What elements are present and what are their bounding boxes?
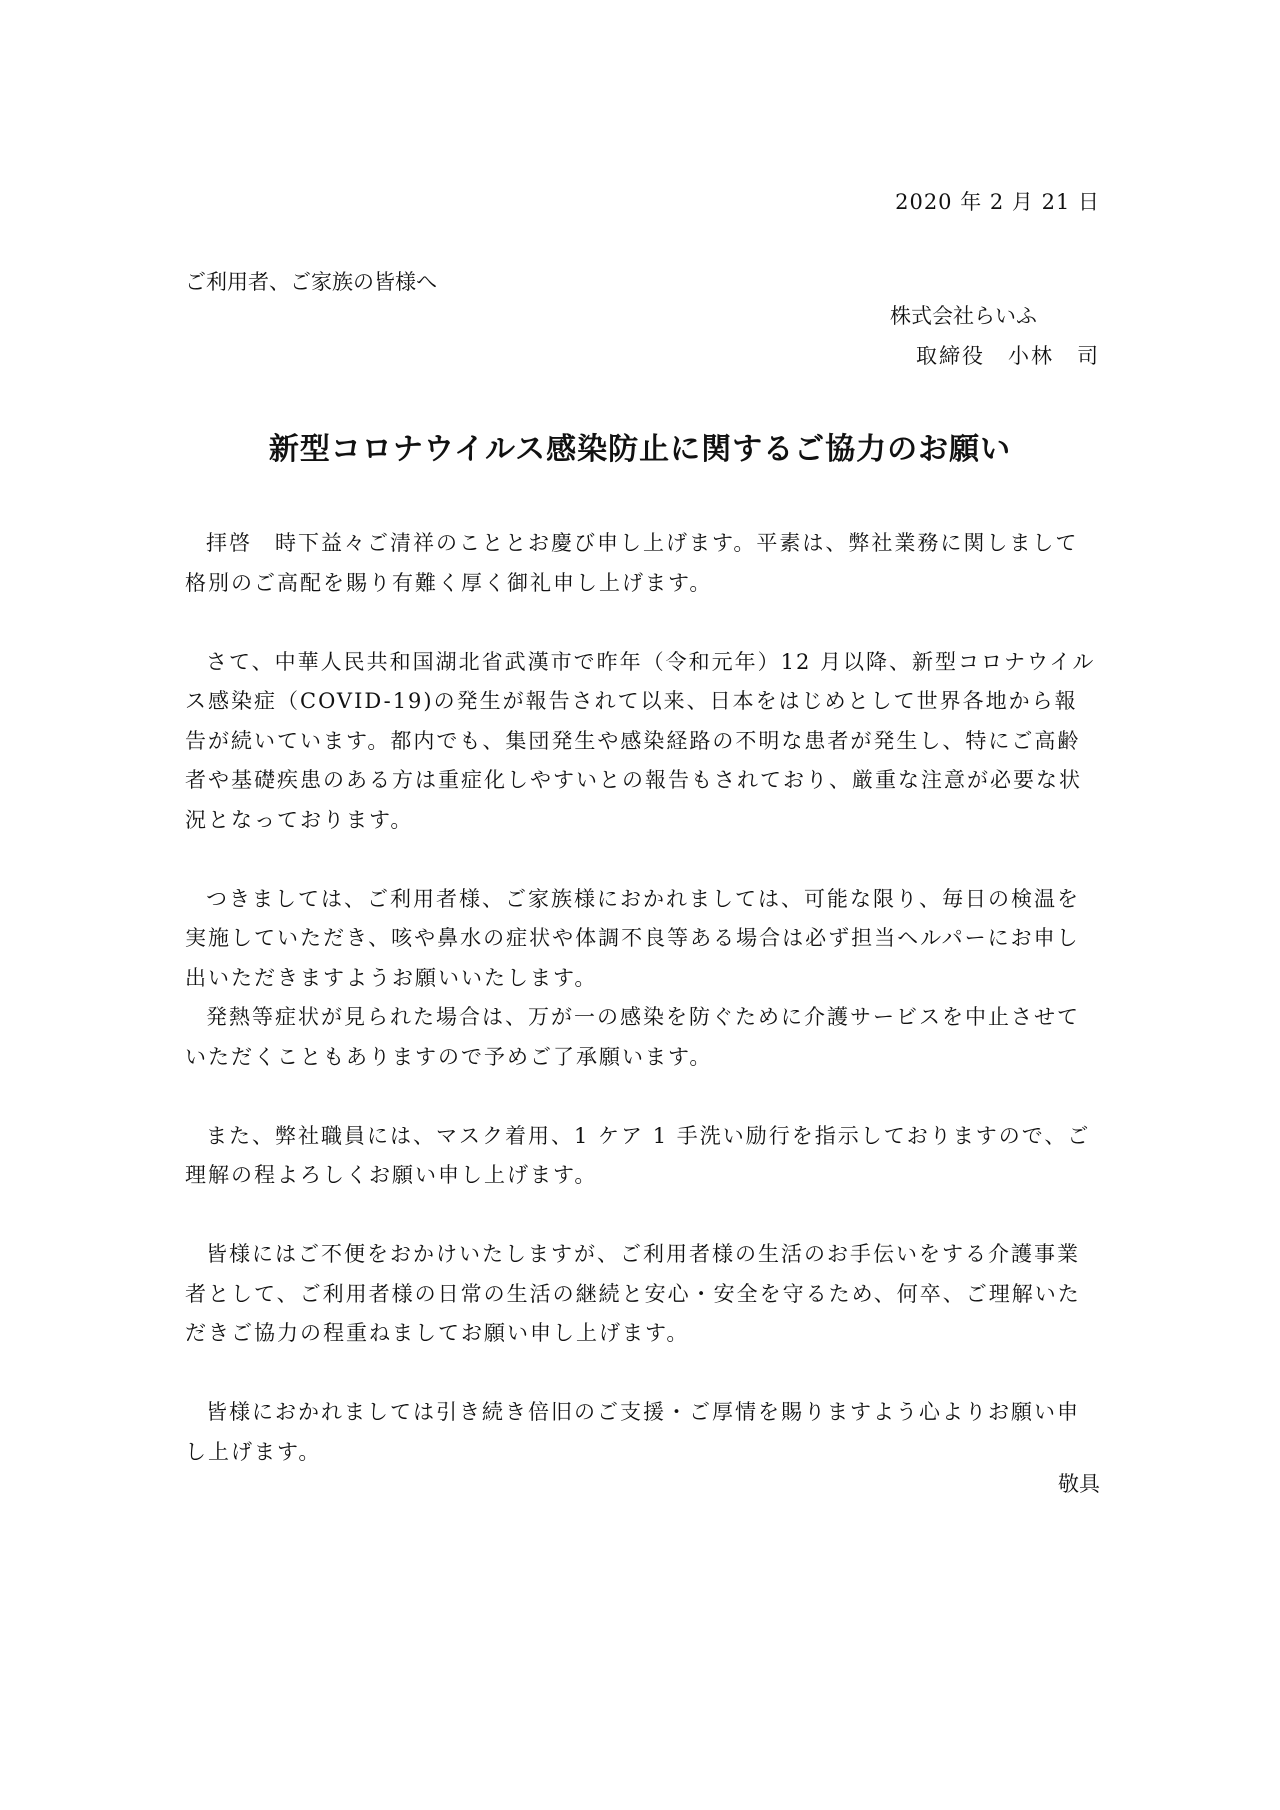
sender-signatory: 取締役 小林 司 xyxy=(916,344,1100,368)
paragraph-spacer xyxy=(185,1196,1100,1236)
letter-body xyxy=(185,524,1100,1472)
paragraph-greeting: 拝啓 時下益々ご清祥のこととお慶び申し上げます。平素は、弊社業務に関しまして格別のご高配を賜り有難く厚く御礼申し上げます。 xyxy=(185,531,1079,595)
paragraph-apology: 皆様にはご不便をおかけいたしますが、ご利用者様の生活のお手伝いをする介護事業者として、ご利用者様の日常の生活の継続と安心・安全を守るため、何卒、ご理解いただきご協力の程重ねましてお願い申し上げます。 xyxy=(185,1242,1081,1345)
paragraph-background: さて、中華人民共和国湖北省武漢市で昨年（令和元年）12 月以降、新型コロナウイルス感染症（COVID-19)の発生が報告されて以来、日本をはじめとして世界各地から報告が続いています。都内でも、集団発生や感染経路の不明な患者が発生し、特にご高齢者や基礎疾患のある方は重症化しやすいとの報告もされており、厳重な注意が必要な状況となっております。 xyxy=(185,649,1096,832)
paragraph-spacer xyxy=(185,840,1100,880)
letter-addressee: ご利用者、ご家族の皆様へ xyxy=(185,270,437,294)
paragraph-staff-measures: また、弊社職員には、マスク着用、1 ケア 1 手洗い励行を指示しておりますので、ご理解の程よろしくお願い申し上げます。 xyxy=(185,1123,1091,1187)
sender-company: 株式会社らいふ xyxy=(890,304,1037,328)
letter-title: 新型コロナウイルス感染防止に関するご協力のお願い xyxy=(268,432,1012,467)
paragraph-spacer xyxy=(185,1354,1100,1394)
paragraph-request-temperature: つきましては、ご利用者様、ご家族様におかれましては、可能な限り、毎日の検温を実施していただき、咳や鼻水の症状や体調不良等ある場合は必ず担当ヘルパーにお申し出いただきますようお願いいたします。 xyxy=(185,886,1080,990)
paragraph-fever-notice: 発熱等症状が見られた場合は、万が一の感染を防ぐために介護サービスを中止させていただくこともありますので予めご了承願います。 xyxy=(185,1005,1080,1069)
letter-date: 2020 年 2 月 21 日 xyxy=(895,190,1100,214)
paragraph-closing-request: 皆様におかれましては引き続き倍旧のご支援・ご厚情を賜りますよう心よりお願い申し上げます。 xyxy=(185,1400,1080,1464)
paragraph-spacer xyxy=(185,1077,1100,1117)
paragraph-spacer xyxy=(185,603,1100,643)
letter-closing: 敬具 xyxy=(1058,1472,1100,1496)
